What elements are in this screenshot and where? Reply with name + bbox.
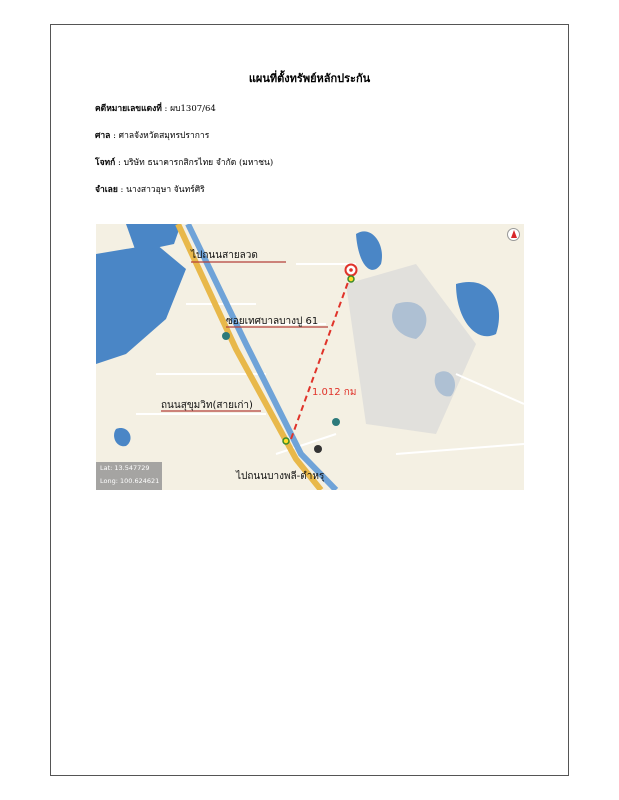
start-marker-icon: [348, 276, 354, 282]
label-road-top: ไปถนนสายลวด: [191, 250, 258, 261]
distance-label: 1.012 กม: [312, 387, 357, 398]
destination-pin-icon[interactable]: [346, 265, 357, 276]
start-marker-icon: [283, 438, 289, 444]
route-line: [291, 274, 351, 439]
field-case-number: คดีหมายเลขแดงที่ : ผบ1307/64: [95, 104, 216, 114]
label-road-bottom: ไปถนนบางพลี-ตำหรุ: [236, 471, 325, 482]
field-value: บริษัท ธนาคารกสิกรไทย จำกัด (มหาชน): [123, 158, 274, 168]
field-label: โจทก์: [95, 158, 116, 168]
document-title: แผนที่ตั้งทรัพย์หลักประกัน: [248, 72, 371, 85]
field-value: ศาลจังหวัดสมุทรปราการ: [118, 131, 210, 141]
latitude-readout: Lat: 13.547729: [100, 464, 150, 472]
poi-icon: [314, 445, 322, 453]
field-label: ศาล: [95, 131, 111, 141]
field-court: ศาล : ศาลจังหวัดสมุทรปราการ: [95, 131, 210, 141]
longitude-readout: Long: 100.624621: [100, 477, 160, 485]
water-area: [96, 244, 186, 364]
label-main-road: ถนนสุขุมวิท(สายเก่า): [161, 400, 253, 411]
poi-icon: [332, 418, 340, 426]
field-plaintiff: โจทก์ : บริษัท ธนาคารกสิกรไทย จำกัด (มหาชน): [95, 158, 274, 168]
location-map[interactable]: [96, 224, 524, 490]
map-canvas: [96, 224, 524, 490]
field-value: ผบ1307/64: [170, 104, 216, 114]
water-area: [356, 231, 382, 270]
field-defendant: จำเลย : นางสาวอุษา จันทร์ศิริ: [95, 185, 205, 195]
compass-icon[interactable]: [507, 228, 520, 241]
label-soi: ซอยเทศบาลบางปู 61: [226, 316, 319, 327]
poi-icon: [222, 332, 230, 340]
water-area: [114, 428, 130, 446]
field-label: คดีหมายเลขแดงที่: [95, 104, 162, 114]
field-value: นางสาวอุษา จันทร์ศิริ: [126, 185, 205, 195]
field-label: จำเลย: [95, 185, 118, 195]
coordinate-box: [96, 462, 162, 490]
